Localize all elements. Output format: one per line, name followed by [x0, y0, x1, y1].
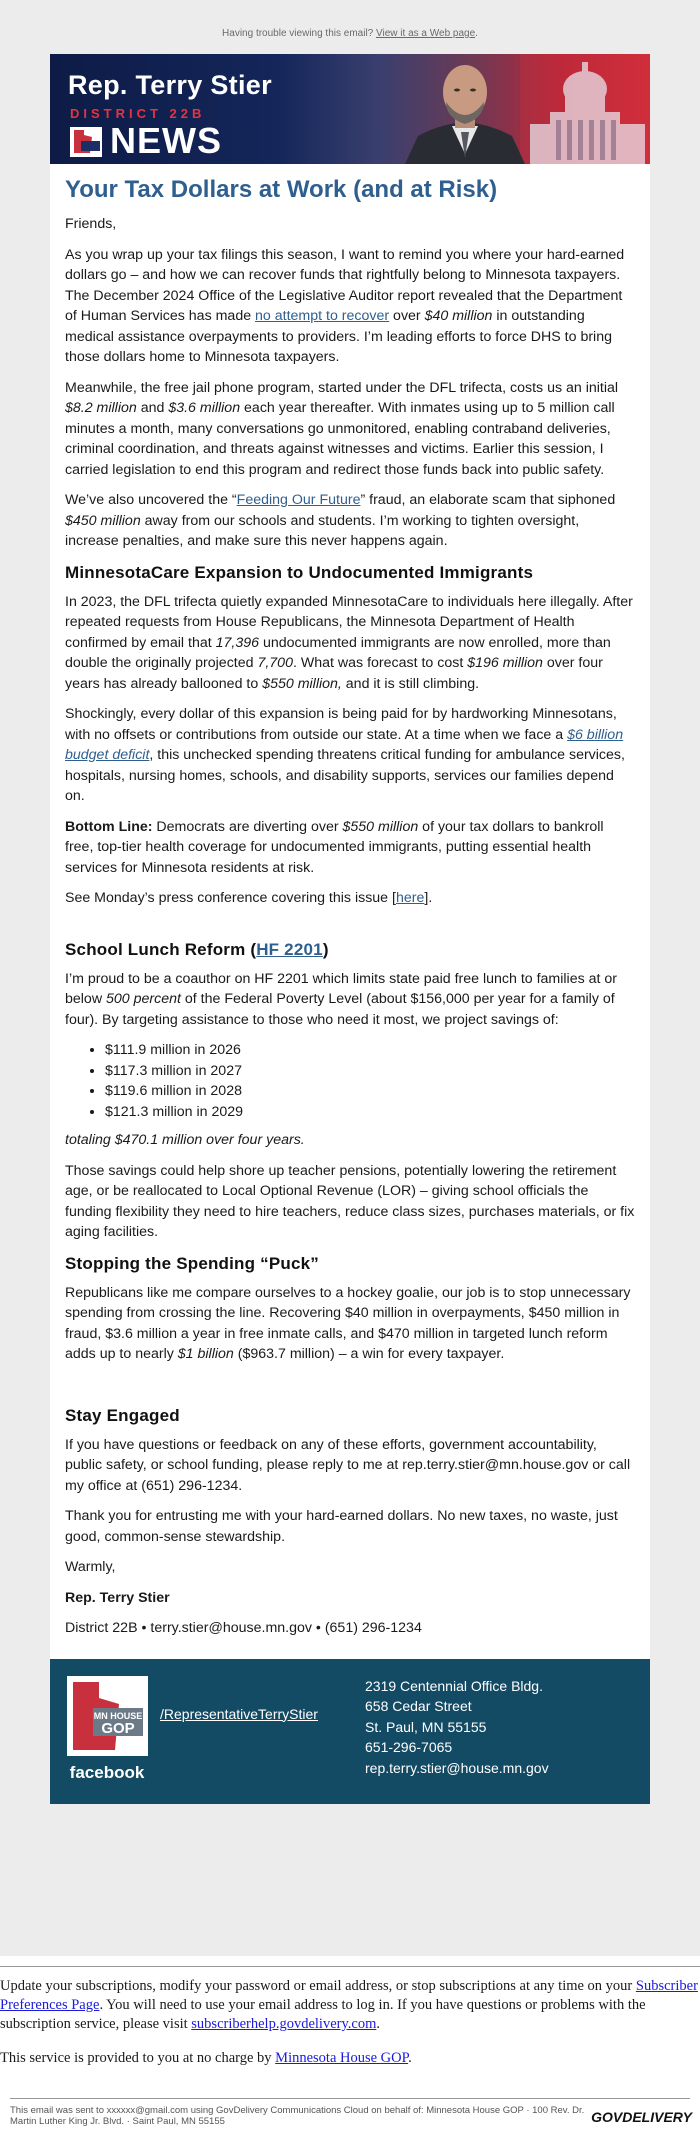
paragraph-budget-deficit: Shockingly, every dollar of this expansion is being paid for by hardworking Minnesotans, with no offsets or contributions from outside our state. At a time when we face a $6 billion budget deficit, this unchecked spending threatens critical funding for ambulance services, hospitals, nursing homes, schools, and disability supports, services our families depend on.	[65, 706, 625, 804]
heading-school-lunch: School Lunch Reform (HF 2201)	[65, 939, 329, 959]
office-address	[365, 1676, 549, 1779]
divider	[10, 2098, 690, 2099]
footer-panel	[50, 1659, 650, 1804]
sender-fineprint: This email was sent to xxxxxx@gmail.com using GovDelivery Communications Cloud on behalf of: Minnesota House GOP · 100 Rev. Dr. Martin Luther King Jr. Blvd. · Saint Paul, MN 55155	[10, 2105, 585, 2127]
hf-2201-link[interactable]: HF 2201	[256, 939, 323, 959]
paragraph-press-conference: See Monday’s press conference covering this issue [here].	[65, 890, 433, 906]
email-container	[50, 54, 650, 1804]
signature: Rep. Terry Stier	[65, 1589, 170, 1606]
paragraph-hockey-goalie: Republicans like me compare ourselves to a hockey goalie, our job is to stop unnecessary spending from crossing the line. Recovering $40 million in overpayments, $450 million in fraud, $3.6 million a year in free inmate calls, and $470 million in targeted lunch reform adds up to nearly $1 billion ($963.7 million) – a win for every taxpayer.	[65, 1284, 631, 1362]
address-line: St. Paul, MN 55155	[365, 1718, 487, 1735]
subscriber-preferences-link[interactable]: Subscriber Preferences Page	[0, 1978, 698, 2013]
paragraph-mnsure-enrollment: In 2023, the DFL trifecta quietly expanded MinnesotaCare to individuals here illegally. After repeated requests from House Republicans, the Minnesota Department of Health confirmed by email that 17,396 undocumented immigrants are now enrolled, more than double the originally projected 7,700. What was forecast to cost $196 million over four years has already ballooned to $550 million, and it is still climbing.	[65, 593, 633, 692]
facebook-logo-icon[interactable]	[65, 1674, 150, 1789]
facebook-handle-link[interactable]: /RepresentativeTerryStier	[160, 1705, 318, 1722]
list-item: • $121.3 million in 2029	[105, 1102, 635, 1123]
subscriber-help-link[interactable]: subscriberhelp.govdelivery.com	[191, 2016, 377, 2032]
spacer	[65, 919, 635, 939]
list-item: • $119.6 million in 2028	[105, 1081, 635, 1102]
representative-name: Rep. Terry Stier	[68, 70, 272, 100]
address-email: rep.terry.stier@house.mn.gov	[365, 1759, 549, 1776]
heading-spending-puck: Stopping the Spending “Puck”	[65, 1253, 319, 1273]
capitol-image	[520, 54, 650, 164]
paragraph-contact: If you have questions or feedback on any of these efforts, government accountability, public safety, or school funding, please reply to me at rep.terry.stier@mn.house.gov or call my office at (651) 296-1234.	[65, 1436, 631, 1494]
subscription-footer	[0, 1966, 700, 2127]
paragraph-lor: Those savings could help shore up teacher pensions, potentially lowering the retirement age, or be reallocated to Local Optional Revenue (LOR) – giving school officials the funding flexibility they need to hire teachers, reduce class sizes, purchases materials, or fix aging facilities.	[65, 1162, 635, 1240]
list-item: • $111.9 million in 2026	[105, 1040, 635, 1061]
greeting: Friends,	[65, 216, 117, 232]
logo-line1: MN HOUSE	[93, 1710, 143, 1721]
mn-house-gop-logo	[70, 127, 102, 157]
representative-photo	[400, 54, 530, 164]
savings-list	[65, 1040, 635, 1122]
heading-stay-engaged: Stay Engaged	[65, 1405, 180, 1425]
subscription-info: Update your subscriptions, modify your password or email address, or stop subscriptions at any time on your Subscriber Preferences Page. You will need to use your email address to log in. If you have questions or problems with the subscription service, please visit subscriberhelp.govdelivery.com.	[0, 1978, 698, 2032]
district-label: DISTRICT 22B	[70, 106, 206, 121]
newsletter-body	[50, 164, 650, 1659]
spacer	[65, 1375, 635, 1405]
newsletter-title: Your Tax Dollars at Work (and at Risk)	[65, 176, 498, 203]
preheader-text: Having trouble viewing this email?	[222, 28, 374, 39]
press-conference-link[interactable]: here	[395, 890, 425, 906]
paragraph-hf2201: I’m proud to be a coauthor on HF 2201 which limits state paid free lunch to families at or below 500 percent of the Federal Poverty Level (about $156,000 per year for a family of four). By targeting assistance to those who need it most, we project savings of:	[65, 970, 618, 1028]
paragraph-thanks: Thank you for entrusting me with your hard-earned dollars. No new taxes, no waste, just good, common-sense stewardship.	[65, 1508, 618, 1545]
no-attempt-to-recover-link[interactable]: no attempt to recover	[255, 308, 390, 324]
closing: Warmly,	[65, 1559, 116, 1575]
paragraph-overpayments: As you wrap up your tax filings this season, I want to remind you where your hard-earned dollars go – and how we can recover funds that rightfully belong to Minnesota taxpayers. The December 2024 Office of the Legislative Auditor report revealed that the Department of Human Services has made no attempt to recover over $40 million in outstanding medical assistance overpayments to providers. I’m leading efforts to force DHS to bring those dollars home to Minnesota taxpayers.	[65, 246, 625, 365]
paragraph-jail-phone: Meanwhile, the free jail phone program, started under the DFL trifecta, costs us an initial $8.2 million and $3.6 million each year thereafter. With inmates using up to 5 million call minutes a month, many conversations go unmonitored, enabling contraband deliveries, criminal coordination, and threats against witnesses and victims. Earlier this session, I carried legislation to end this program and redirect those funds back into public safety.	[65, 379, 619, 478]
savings-total: totaling $470.1 million over four years.	[65, 1132, 305, 1148]
govdelivery-logo[interactable]: GOVDELIVERY	[591, 2109, 692, 2125]
preheader	[0, 27, 700, 54]
service-provider: This service is provided to you at no charge by Minnesota House GOP.	[0, 2050, 412, 2066]
paragraph-feeding-our-future: We’ve also uncovered the “Feeding Our Future” fraud, an elaborate scam that siphoned $450 million away from our schools and students. I’m working to tighten oversight, increase penalties, and make sure this never happens again.	[65, 492, 616, 549]
address-line: 2319 Centennial Office Bldg.	[365, 1677, 543, 1694]
contact-line: District 22B • terry.stier@house.mn.gov • (651) 296-1234	[65, 1620, 422, 1636]
divider	[0, 1966, 700, 1967]
feeding-our-future-link[interactable]: Feeding Our Future	[236, 492, 361, 508]
preheader-suffix: .	[475, 28, 478, 39]
list-item: • $117.3 million in 2027	[105, 1061, 635, 1082]
address-phone: 651-296-7065	[365, 1739, 453, 1755]
view-web-page-link[interactable]: View it as a Web page	[376, 28, 476, 39]
facebook-wordmark: facebook	[69, 1762, 145, 1782]
budget-deficit-link[interactable]: $6 billion budget deficit	[65, 726, 624, 763]
address-line: 658 Cedar Street	[365, 1698, 472, 1714]
heading-mnsure-expansion: MinnesotaCare Expansion to Undocumented Immigrants	[65, 562, 534, 582]
header-banner	[50, 54, 650, 164]
minnesota-house-gop-link[interactable]: Minnesota House GOP	[275, 2050, 409, 2066]
logo-line2: GOP	[101, 1719, 135, 1737]
news-heading: NEWS	[110, 120, 222, 161]
paragraph-bottom-line: Bottom Line: Democrats are diverting over $550 million of your tax dollars to bankroll free, top-tier health coverage for undocumented immigrants, putting essential health services for Minnesota residents at risk.	[65, 818, 604, 876]
